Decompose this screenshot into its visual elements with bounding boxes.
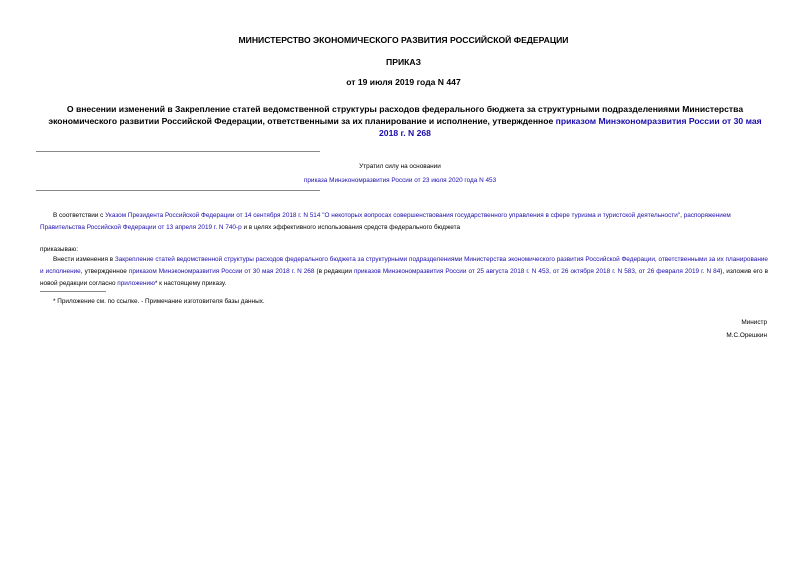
repeal-order-link[interactable]: приказа Минэкономразвития России от 23 июля 2020 года N 453 — [303, 177, 497, 184]
footnote-rule — [40, 291, 106, 292]
preamble-text-1: В соответствии с — [53, 212, 106, 219]
title-text: О внесении изменений в Закрепление статей ведомственной структуры расходов федерального бюджета за структурными подразделениями Министерства экономического развитии Российской Федерации, ответственными за их планирование и исполнение, утвержденное — [48, 104, 744, 126]
clause-text-4: ), изложив его в новой редакции согласно — [40, 268, 769, 287]
order-clause-paragraph — [40, 254, 768, 290]
allocation-document-link[interactable]: Закрепление статей ведомственной структуры расходов федерального бюджета за структурными подразделениями Министерства экономического развития Российской Федерации, ответственными за их планирование и исполнение — [40, 256, 768, 275]
presidential-decree-link[interactable]: Указом Президента Российской Федерации от 14 сентября 2018 г. N 514 "О некоторых вопросах совершенствования государственного управления в сфере туризма и туристской деятельности" — [105, 212, 681, 219]
clause-text-2: , утвержденное — [80, 268, 129, 275]
title-order-link[interactable]: приказом Минэкономразвития России от 30 мая 2018 г. N 268 — [379, 116, 762, 138]
footnote-text: * Приложение см. по ссылке. - Примечание изготовителя базы данных. — [53, 298, 265, 305]
document-date-number: от 19 июля 2019 года N 447 — [346, 77, 461, 87]
base-order-link[interactable]: приказом Минэкономразвития России от 30 мая 2018 г. N 268 — [128, 268, 315, 275]
clause-text-3: (в редакции — [314, 268, 354, 275]
status-note-line2 — [200, 174, 600, 188]
document-type-heading: ПРИКАЗ — [386, 57, 421, 67]
preamble-text-2: , — [680, 212, 684, 219]
status-note-line1: Утратил силу на основании — [359, 163, 441, 170]
government-order-link[interactable]: распоряжением Правительства Российской Федерации от 13 апреля 2019 г. N 740-р — [40, 212, 731, 231]
clause-text-1: Внести изменения в — [53, 256, 115, 263]
ministry-heading: МИНИСТЕРСТВО ЭКОНОМИЧЕСКОГО РАЗВИТИЯ РОССИЙСКОЙ ФЕДЕРАЦИИ — [238, 35, 569, 45]
signatory-position: Министр — [741, 319, 767, 326]
status-top-rule — [36, 151, 320, 152]
preamble-text-3: и в целях эффективного использования средств федерального бюджета — [241, 224, 461, 231]
order-word: приказываю: — [40, 246, 78, 253]
status-bottom-rule — [36, 190, 320, 191]
document-title — [40, 103, 770, 139]
signatory-name: М.С.Орешкин — [726, 332, 767, 339]
clause-text-5: * к настоящему приказу. — [154, 280, 227, 287]
appendix-link[interactable]: приложению — [117, 280, 155, 287]
preamble-paragraph — [40, 210, 770, 234]
amending-orders-link[interactable]: приказов Минэкономразвития России от 25 августа 2018 г. N 453, от 26 октября 2018 г. N 583, от 26 февраля 2019 г. N 84 — [353, 268, 721, 275]
